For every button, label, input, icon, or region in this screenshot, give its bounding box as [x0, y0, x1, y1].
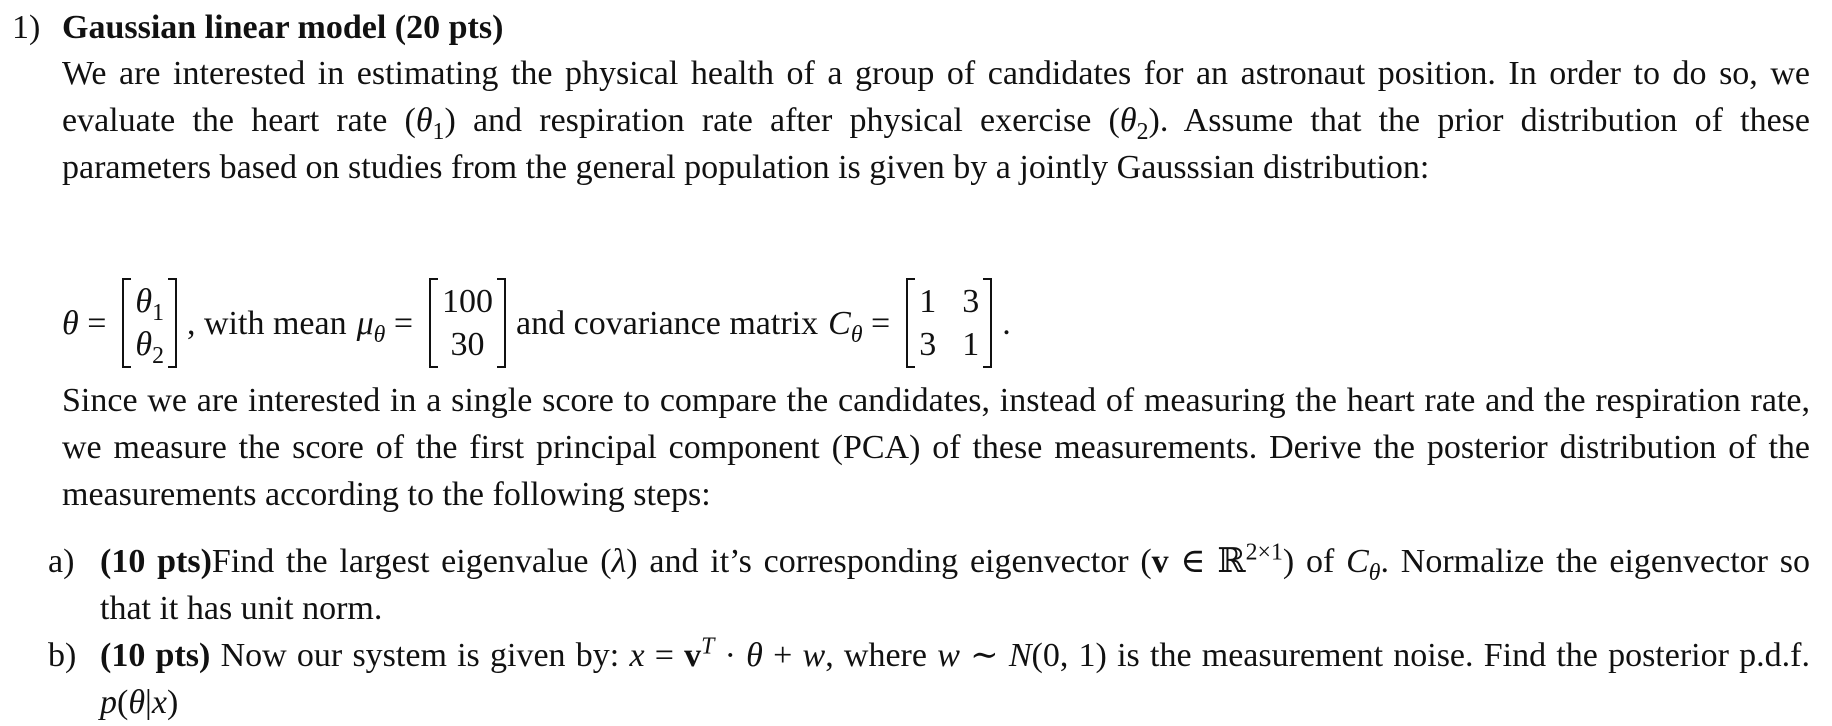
covariance-matrix: 1 3 3 1	[906, 278, 992, 368]
subquestion-a	[48, 538, 1810, 632]
prior-equation: θ = $\theta_1$ $\theta_2$ , with mean $\mu_\theta$ = 100 30 and covariance matrix $C_\theta$ = 1 3 3 1 .	[62, 268, 1021, 378]
covariance-text: and covariance matrix	[516, 304, 819, 342]
subquestion-b	[48, 632, 1810, 726]
subquestion-a-text: (10 pts)Find the largest eigenvalue (λ) and it’s corresponding eigenvector (v ∈ ℝ$^{2\times 1}$) of $C_\theta$. Normalize the eigenvector so that it has unit norm.	[100, 539, 1810, 627]
question-title: Gaussian linear model (20 pts)	[62, 9, 504, 46]
method-paragraph: Since we are interested in a single score to compare the candidates, instead of measuring the heart rate and the respiration rate, we measure the score of the first principal component (PCA) of these measurements. Derive the posterior distribution of the measurements according to the following steps:	[62, 382, 1810, 513]
question-number: 1)	[12, 9, 41, 46]
mean-vector: 100 30	[429, 278, 506, 368]
question-heading	[12, 4, 503, 51]
subquestion-b-text: (10 pts) Now our system is given by: $x = v^T \cdot \theta + w$, where w ∼ N(0, 1) is the measurement noise. Find the posterior p.d.f. p(θ|x)	[100, 633, 1810, 721]
intro-paragraph: We are interested in estimating the physical health of a group of candidates for an astronaut position. In order to do so, we evaluate the heart rate $(\theta_1)$ and respiration rate after physical exercise $(\theta_2)$. Assume that the prior distribution of these parameters based on studies from the general population is given by a jointly Gausssian distribution:	[62, 55, 1810, 186]
subquestion-a-label: a)	[48, 543, 75, 580]
theta-vector: $\theta_1$ $\theta_2$	[122, 278, 177, 368]
with-mean-text: , with mean	[187, 304, 347, 342]
subquestion-b-label: b)	[48, 637, 77, 674]
